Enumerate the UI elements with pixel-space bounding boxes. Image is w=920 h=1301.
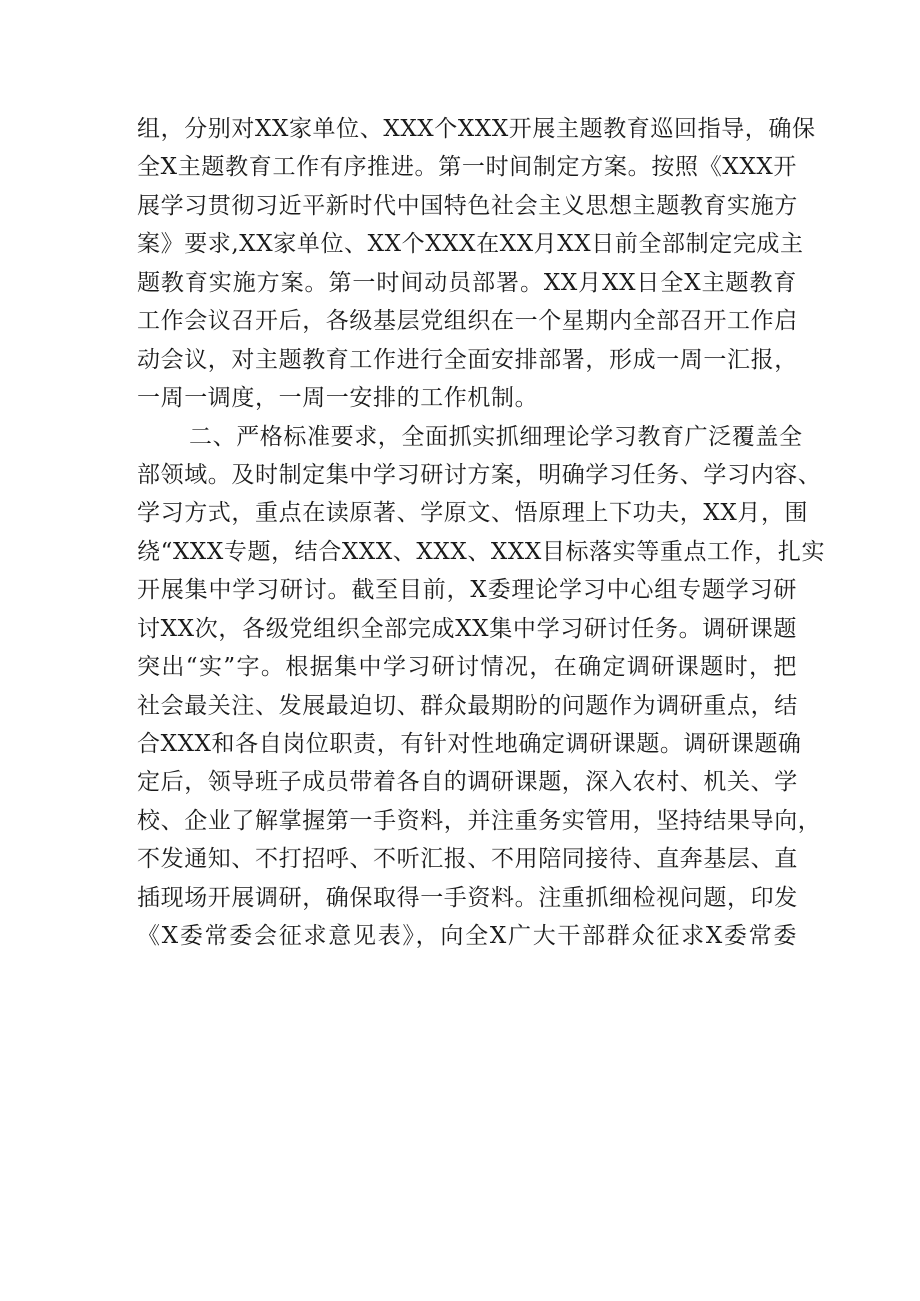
text-line: 讨XX次，各级党组织全部完成XX集中学习研讨任务。调研课题 xyxy=(137,615,797,642)
text-line: 全X主题教育工作有序推进。第一时间制定方案。按照《XXX开 xyxy=(137,154,797,181)
text-line: 一周一调度，一周一安排的工作机制。 xyxy=(137,385,539,412)
text-line: 突出“实”字。根据集中学习研讨情况，在确定调研课题时，把 xyxy=(137,654,797,681)
text-line: 二、严格标准要求，全面抓实抓细理论学习教育广泛覆盖全 xyxy=(189,423,803,450)
text-line: 定后，领导班子成员带着各自的调研课题，深入农村、机关、学 xyxy=(137,769,798,796)
text-line: 工作会议召开后，各级基层党组织在一个星期内全部召开工作启 xyxy=(137,308,798,335)
text-line: 展学习贯彻习近平新时代中国特色社会主义思想主题教育实施方 xyxy=(137,192,798,219)
text-line: 不发通知、不打招呼、不听汇报、不用陪同接待、直奔基层、直 xyxy=(137,846,798,873)
text-line: 开展集中学习研讨。截至目前，X委理论学习中心组专题学习研 xyxy=(137,577,797,604)
text-line: 案》要求,XX家单位、XX个XXX在XX月XX日前全部制定完成主 xyxy=(137,231,804,258)
text-line: 《X委常委会征求意见表》，向全X广大干部群众征求X委常委 xyxy=(137,923,797,950)
text-line: 学习方式，重点在读原著、学原文、悟原理上下功夫，XX月，围 xyxy=(137,500,809,527)
text-line: 题教育实施方案。第一时间动员部署。XX月XX日全X主题教育 xyxy=(137,269,797,296)
text-line: 动会议，对主题教育工作进行全面安排部署，形成一周一汇报， xyxy=(137,346,798,373)
document-body xyxy=(137,110,826,956)
paragraph-1 xyxy=(137,110,816,418)
text-line: 社会最关注、发展最迫切、群众最期盼的问题作为调研重点，结 xyxy=(137,692,798,719)
text-line: 合XXX和各自岗位职责，有针对性地确定调研课题。调研课题确 xyxy=(137,731,802,757)
text-line: 插现场开展调研，确保取得一手资料。注重抓细检视问题，印发 xyxy=(137,884,798,911)
text-line: 组，分别对XX家单位、XXX个XXX开展主题教育巡回指导，确保 xyxy=(137,116,816,142)
text-line: 校、企业了解掌握第一手资料，并注重务实管用，坚持结果导向， xyxy=(137,807,822,834)
text-line: 绕“XXX专题，结合XXX、XXX、XXX目标落实等重点工作，扎实 xyxy=(137,538,826,565)
text-line: 部领域。及时制定集中学习研讨方案，明确学习任务、学习内容、 xyxy=(137,461,822,488)
paragraph-2 xyxy=(137,418,826,956)
